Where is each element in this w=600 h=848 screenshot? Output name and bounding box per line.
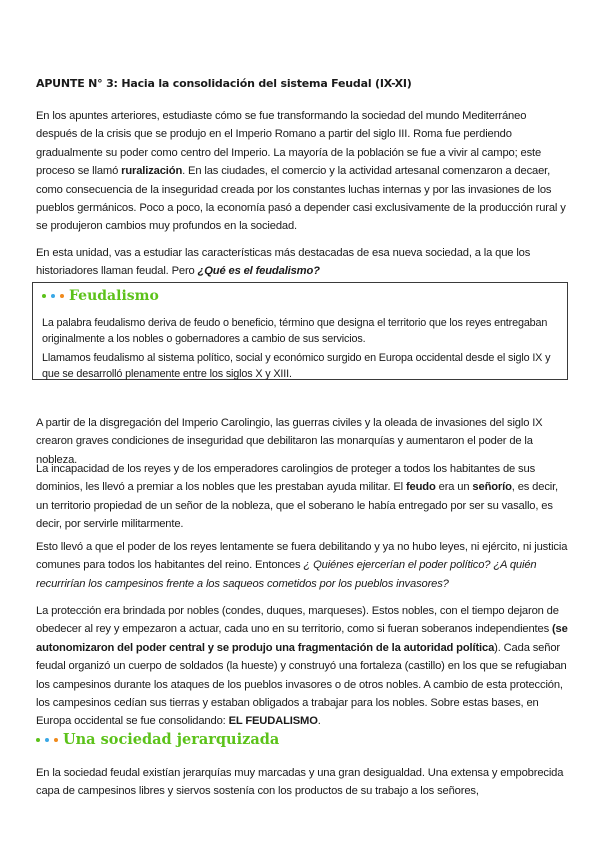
intro-text-2: En esta unidad, vas a estudiar las características más destacadas de esa nueva sociedad, a la que los historiadores llaman feudal. Pero [36, 247, 531, 278]
box-paragraph-1: La palabra feudalismo deriva de feudo o beneficio, término que designa el territorio que los reyes entregaban originalmente a los nobles o gobernadores a cambio de sus servicios. [42, 317, 548, 345]
p6-text-b: ). Cada señor feudal organizó un cuerpo de soldados (la hueste) y construyó una fortaleza (castillo) en los que se refugiaban los campesinos durante los ataques de los pueblos invasores o de otros nobles. A cambio de esta protección, los campesinos cedían sus tierras y estaban obligados a trabajar para los nobles. Sobre estas bases, en Europa occidental se fue consolidando: [36, 641, 567, 728]
body-paragraph-6 [36, 602, 568, 731]
bullet-dots-icon [36, 738, 58, 742]
p5-text: Esto llevó a que el poder de los reyes lentamente se fuera debilitando y ya no hubo leyes, ni ejército, ni justicia comunes para todos los habitantes del reino. Entonces [36, 541, 568, 572]
box-heading-text: Feudalismo [69, 288, 159, 304]
term-ruralizacion: ruralización [121, 165, 183, 178]
intro-paragraph-2 [36, 244, 568, 281]
box-paragraph-2: Llamamos feudalismo al sistema político, social y económico surgido en Europa occidental desde el siglo IX y que se desarrolló plenamente entre los siglos X y XIII. [42, 352, 551, 380]
p4-text-c: , es decir, un territorio propiedad de un señor de la nobleza, que el soberano le había entregado por ser su vasallo, es decir, por servirle militarmente. [36, 481, 559, 531]
page-title: APUNTE N° 3: Hacia la consolidación del sistema Feudal (IX-XI) [36, 77, 412, 90]
feudalismo-question: ¿Qué es el feudalismo? [197, 265, 320, 278]
p4-text: La incapacidad de los reyes y de los emperadores carolingios de proteger a todos los habitantes de sus dominios, les llevó a premiar a los nobles que les prestaban ayuda militar. El [36, 463, 536, 494]
p4-text-b: era un [435, 481, 473, 494]
intro-text-cont: . En las ciudades, el comercio y la actividad artesanal comenzaron a decaer, como consecuencia de la inseguridad creada por los constantes luchas internas y por las invasiones de los pueblos germánicos. Poco a poco, la economía pasó a depender casi exclusivamente de la producción rural y se produjeron cambios muy profundos en la sociedad. [36, 165, 566, 233]
intro-paragraph-1 [36, 107, 568, 236]
p6-text: La protección era brindada por nobles (condes, duques, marqueses). Estos nobles, con el tiempo dejaron de obedecer al rey y empezaron a actuar, cada uno en su territorio, como si fueran soberanos independientes [36, 605, 559, 636]
box-heading [42, 288, 159, 304]
body-paragraph-3: A partir de la disgregación del Imperio Carolingio, las guerras civiles y la oleada de invasiones del siglo IX crearon graves condiciones de inseguridad que debilitaron las monarquías y aumentaron el poder de la nobleza. [36, 417, 543, 466]
definition-box [32, 282, 568, 380]
section2-paragraph-1: En la sociedad feudal existían jerarquías muy marcadas y una gran desigualdad. Una extensa y empobrecida capa de campesinos libres y siervos sostenía con los productos de su trabajo a los señores, [36, 767, 564, 798]
p6-bold: (se autonomizaron del poder central y se produjo una fragmentación de la autoridad política [36, 623, 568, 654]
term-feudo: feudo [405, 481, 436, 494]
p5-question: ¿ Quiénes ejercerían el poder político? ¿A quién recurrirían los campesinos frente a los saqueos cometidos por los pueblos invasores? [36, 559, 537, 590]
body-paragraph-5 [36, 538, 568, 593]
section-heading-text: Una sociedad jerarquizada [63, 731, 280, 748]
bullet-dots-icon [42, 294, 64, 298]
body-paragraph-4 [36, 460, 568, 534]
section-heading [36, 731, 279, 748]
term-el-feudalismo: EL FEUDALISMO [228, 715, 318, 728]
intro-text: En los apuntes arteriores, estudiaste cómo se fue transformando la sociedad del mundo Mediterráneo después de la crisis que se produjo en el Imperio Romano a partir del siglo III. Roma fue perdiendo gradualmente su poder como centro del Imperio. La mayoría de la población se fue a vivir al campo; este proceso se llamó [36, 110, 542, 178]
p6-end: . [317, 715, 321, 728]
term-senorio: señorío [472, 481, 512, 494]
